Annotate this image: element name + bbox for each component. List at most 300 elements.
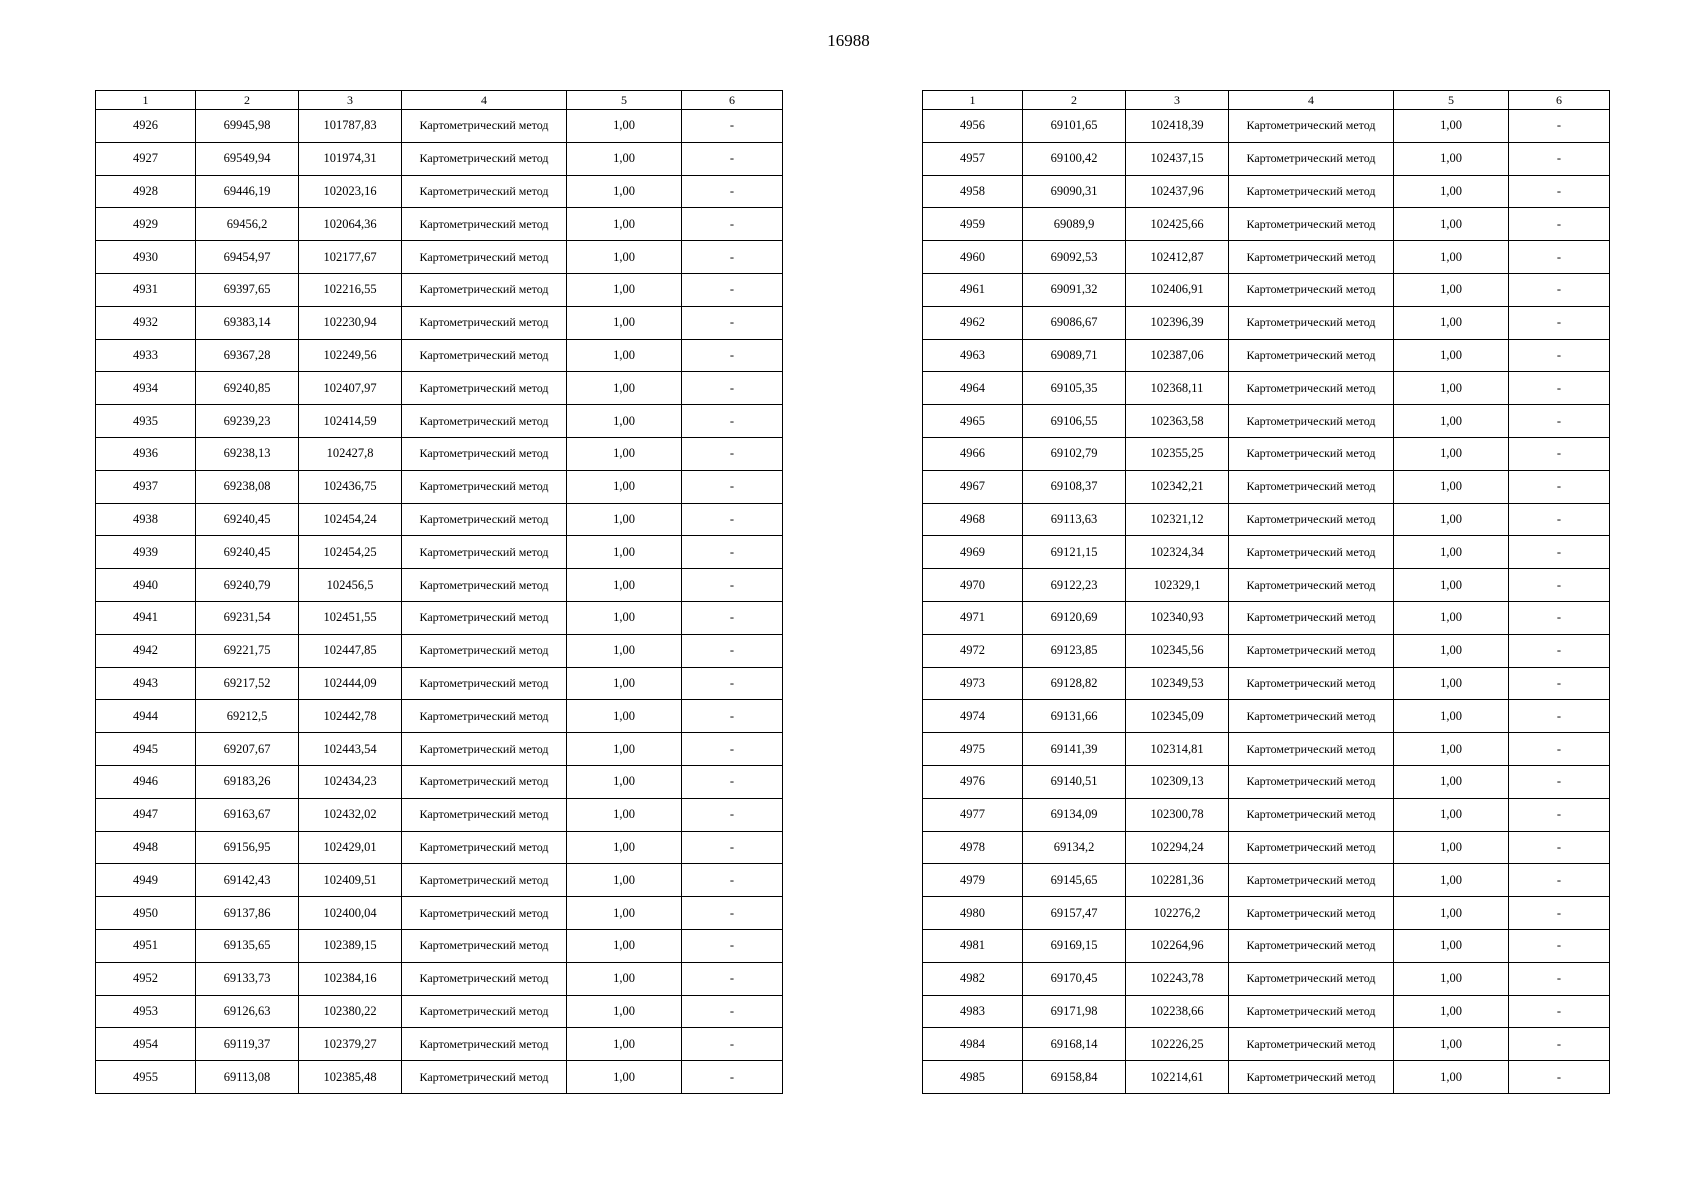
y-coordinate-cell: 102380,22: [299, 995, 402, 1028]
table-row: [96, 142, 783, 175]
point-number-cell: 4951: [96, 929, 196, 962]
point-number-cell: 4959: [923, 208, 1023, 241]
description-cell: -: [682, 208, 783, 241]
description-cell: -: [682, 110, 783, 143]
y-coordinate-cell: 102425,66: [1126, 208, 1229, 241]
accuracy-cell: 1,00: [1394, 765, 1509, 798]
x-coordinate-cell: 69092,53: [1023, 241, 1126, 274]
method-cell: Картометрический метод: [402, 1028, 567, 1061]
accuracy-cell: 1,00: [1394, 241, 1509, 274]
method-cell: Картометрический метод: [1229, 569, 1394, 602]
page-number: 16988: [827, 31, 870, 50]
point-number-cell: 4984: [923, 1028, 1023, 1061]
table-row: [96, 175, 783, 208]
point-number-cell: 4949: [96, 864, 196, 897]
table-row: [96, 929, 783, 962]
accuracy-cell: 1,00: [567, 700, 682, 733]
description-cell: -: [682, 1061, 783, 1094]
table-row: [96, 208, 783, 241]
accuracy-cell: 1,00: [567, 306, 682, 339]
description-cell: -: [682, 995, 783, 1028]
y-coordinate-cell: 102314,81: [1126, 733, 1229, 766]
description-cell: -: [1509, 241, 1610, 274]
x-coordinate-cell: 69397,65: [196, 273, 299, 306]
table-row: [923, 864, 1610, 897]
point-number-cell: 4980: [923, 897, 1023, 930]
point-number-cell: 4944: [96, 700, 196, 733]
table-row: [923, 273, 1610, 306]
y-coordinate-cell: 102226,25: [1126, 1028, 1229, 1061]
x-coordinate-cell: 69086,67: [1023, 306, 1126, 339]
x-coordinate-cell: 69119,37: [196, 1028, 299, 1061]
point-number-cell: 4985: [923, 1061, 1023, 1094]
x-coordinate-cell: 69157,47: [1023, 897, 1126, 930]
accuracy-cell: 1,00: [1394, 733, 1509, 766]
description-cell: -: [1509, 831, 1610, 864]
x-coordinate-cell: 69120,69: [1023, 601, 1126, 634]
y-coordinate-cell: 102342,21: [1126, 470, 1229, 503]
x-coordinate-cell: 69142,43: [196, 864, 299, 897]
method-cell: Картометрический метод: [1229, 1028, 1394, 1061]
method-cell: Картометрический метод: [1229, 306, 1394, 339]
accuracy-cell: 1,00: [1394, 470, 1509, 503]
method-cell: Картометрический метод: [402, 372, 567, 405]
table-row: [96, 634, 783, 667]
method-cell: Картометрический метод: [1229, 1061, 1394, 1094]
point-number-cell: 4975: [923, 733, 1023, 766]
column-header: 4: [402, 91, 567, 110]
table-row: [96, 864, 783, 897]
method-cell: Картометрический метод: [1229, 765, 1394, 798]
table-row: [923, 634, 1610, 667]
method-cell: Картометрический метод: [1229, 536, 1394, 569]
x-coordinate-cell: 69240,45: [196, 536, 299, 569]
accuracy-cell: 1,00: [1394, 110, 1509, 143]
table-row: [923, 241, 1610, 274]
table-row: [923, 765, 1610, 798]
table-row: [923, 175, 1610, 208]
description-cell: -: [682, 601, 783, 634]
y-coordinate-cell: 102456,5: [299, 569, 402, 602]
description-cell: -: [682, 405, 783, 438]
description-cell: -: [682, 831, 783, 864]
point-number-cell: 4953: [96, 995, 196, 1028]
x-coordinate-cell: 69945,98: [196, 110, 299, 143]
point-number-cell: 4937: [96, 470, 196, 503]
x-coordinate-cell: 69128,82: [1023, 667, 1126, 700]
description-cell: -: [682, 700, 783, 733]
table-row: [96, 601, 783, 634]
method-cell: Картометрический метод: [1229, 503, 1394, 536]
description-cell: -: [682, 536, 783, 569]
description-cell: -: [682, 929, 783, 962]
method-cell: Картометрический метод: [1229, 962, 1394, 995]
accuracy-cell: 1,00: [567, 765, 682, 798]
method-cell: Картометрический метод: [402, 798, 567, 831]
table-row: [96, 372, 783, 405]
description-cell: -: [682, 437, 783, 470]
x-coordinate-cell: 69446,19: [196, 175, 299, 208]
method-cell: Картометрический метод: [402, 634, 567, 667]
table-row: [96, 110, 783, 143]
description-cell: -: [682, 241, 783, 274]
table-row: [96, 831, 783, 864]
description-cell: -: [682, 634, 783, 667]
y-coordinate-cell: 102368,11: [1126, 372, 1229, 405]
x-coordinate-cell: 69158,84: [1023, 1061, 1126, 1094]
accuracy-cell: 1,00: [567, 995, 682, 1028]
accuracy-cell: 1,00: [1394, 864, 1509, 897]
description-cell: -: [682, 372, 783, 405]
column-header: 3: [299, 91, 402, 110]
table-row: [96, 798, 783, 831]
point-number-cell: 4970: [923, 569, 1023, 602]
point-number-cell: 4962: [923, 306, 1023, 339]
table-row: [923, 306, 1610, 339]
point-number-cell: 4973: [923, 667, 1023, 700]
y-coordinate-cell: 102406,91: [1126, 273, 1229, 306]
y-coordinate-cell: 102454,24: [299, 503, 402, 536]
method-cell: Картометрический метод: [402, 306, 567, 339]
column-header: 2: [196, 91, 299, 110]
y-coordinate-cell: 102243,78: [1126, 962, 1229, 995]
table-row: [923, 536, 1610, 569]
accuracy-cell: 1,00: [1394, 995, 1509, 1028]
accuracy-cell: 1,00: [567, 634, 682, 667]
table-row: [923, 437, 1610, 470]
y-coordinate-cell: 102427,8: [299, 437, 402, 470]
point-number-cell: 4978: [923, 831, 1023, 864]
description-cell: -: [1509, 372, 1610, 405]
table-row: [96, 765, 783, 798]
y-coordinate-cell: 102349,53: [1126, 667, 1229, 700]
x-coordinate-cell: 69212,5: [196, 700, 299, 733]
description-cell: -: [682, 897, 783, 930]
accuracy-cell: 1,00: [1394, 601, 1509, 634]
accuracy-cell: 1,00: [567, 372, 682, 405]
table-row: [96, 733, 783, 766]
table-row: [923, 470, 1610, 503]
description-cell: -: [1509, 208, 1610, 241]
point-number-cell: 4931: [96, 273, 196, 306]
x-coordinate-cell: 69102,79: [1023, 437, 1126, 470]
method-cell: Картометрический метод: [402, 175, 567, 208]
accuracy-cell: 1,00: [567, 601, 682, 634]
method-cell: Картометрический метод: [1229, 897, 1394, 930]
y-coordinate-cell: 102409,51: [299, 864, 402, 897]
point-number-cell: 4961: [923, 273, 1023, 306]
y-coordinate-cell: 102437,96: [1126, 175, 1229, 208]
description-cell: -: [1509, 306, 1610, 339]
table-row: [923, 1061, 1610, 1094]
y-coordinate-cell: 102400,04: [299, 897, 402, 930]
y-coordinate-cell: 102177,67: [299, 241, 402, 274]
x-coordinate-cell: 69238,13: [196, 437, 299, 470]
method-cell: Картометрический метод: [402, 503, 567, 536]
y-coordinate-cell: 102321,12: [1126, 503, 1229, 536]
x-coordinate-cell: 69140,51: [1023, 765, 1126, 798]
table-row: [96, 536, 783, 569]
description-cell: -: [1509, 536, 1610, 569]
accuracy-cell: 1,00: [1394, 1028, 1509, 1061]
point-number-cell: 4933: [96, 339, 196, 372]
table-row: [96, 569, 783, 602]
accuracy-cell: 1,00: [567, 273, 682, 306]
description-cell: -: [682, 503, 783, 536]
x-coordinate-cell: 69221,75: [196, 634, 299, 667]
y-coordinate-cell: 102447,85: [299, 634, 402, 667]
accuracy-cell: 1,00: [1394, 372, 1509, 405]
x-coordinate-cell: 69156,95: [196, 831, 299, 864]
table-row: [923, 995, 1610, 1028]
point-number-cell: 4952: [96, 962, 196, 995]
y-coordinate-cell: 102300,78: [1126, 798, 1229, 831]
point-number-cell: 4948: [96, 831, 196, 864]
y-coordinate-cell: 102276,2: [1126, 897, 1229, 930]
x-coordinate-cell: 69141,39: [1023, 733, 1126, 766]
y-coordinate-cell: 102412,87: [1126, 241, 1229, 274]
point-number-cell: 4971: [923, 601, 1023, 634]
x-coordinate-cell: 69383,14: [196, 306, 299, 339]
y-coordinate-cell: 102444,09: [299, 667, 402, 700]
method-cell: Картометрический метод: [1229, 405, 1394, 438]
column-header: 1: [923, 91, 1023, 110]
method-cell: Картометрический метод: [1229, 733, 1394, 766]
table-row: [96, 470, 783, 503]
description-cell: -: [682, 273, 783, 306]
method-cell: Картометрический метод: [402, 831, 567, 864]
accuracy-cell: 1,00: [1394, 273, 1509, 306]
method-cell: Картометрический метод: [1229, 798, 1394, 831]
description-cell: -: [682, 667, 783, 700]
x-coordinate-cell: 69100,42: [1023, 142, 1126, 175]
accuracy-cell: 1,00: [1394, 339, 1509, 372]
y-coordinate-cell: 102432,02: [299, 798, 402, 831]
accuracy-cell: 1,00: [567, 831, 682, 864]
method-cell: Картометрический метод: [402, 208, 567, 241]
x-coordinate-cell: 69239,23: [196, 405, 299, 438]
table-row: [96, 995, 783, 1028]
x-coordinate-cell: 69089,71: [1023, 339, 1126, 372]
y-coordinate-cell: 102434,23: [299, 765, 402, 798]
method-cell: Картометрический метод: [402, 962, 567, 995]
accuracy-cell: 1,00: [1394, 897, 1509, 930]
description-cell: -: [682, 306, 783, 339]
point-number-cell: 4927: [96, 142, 196, 175]
table-row: [96, 306, 783, 339]
x-coordinate-cell: 69367,28: [196, 339, 299, 372]
y-coordinate-cell: 102414,59: [299, 405, 402, 438]
x-coordinate-cell: 69122,23: [1023, 569, 1126, 602]
y-coordinate-cell: 102238,66: [1126, 995, 1229, 1028]
point-number-cell: 4974: [923, 700, 1023, 733]
table-row: [96, 405, 783, 438]
description-cell: -: [1509, 667, 1610, 700]
coordinates-table-right: [922, 90, 1610, 1094]
table-row: [923, 929, 1610, 962]
y-coordinate-cell: 102294,24: [1126, 831, 1229, 864]
point-number-cell: 4945: [96, 733, 196, 766]
accuracy-cell: 1,00: [1394, 405, 1509, 438]
x-coordinate-cell: 69113,63: [1023, 503, 1126, 536]
method-cell: Картометрический метод: [402, 273, 567, 306]
y-coordinate-cell: 102264,96: [1126, 929, 1229, 962]
table-row: [96, 241, 783, 274]
y-coordinate-cell: 102355,25: [1126, 437, 1229, 470]
description-cell: -: [1509, 339, 1610, 372]
x-coordinate-cell: 69549,94: [196, 142, 299, 175]
method-cell: Картометрический метод: [402, 405, 567, 438]
method-cell: Картометрический метод: [402, 142, 567, 175]
accuracy-cell: 1,00: [1394, 929, 1509, 962]
accuracy-cell: 1,00: [567, 110, 682, 143]
method-cell: Картометрический метод: [402, 110, 567, 143]
accuracy-cell: 1,00: [1394, 175, 1509, 208]
table-row: [96, 897, 783, 930]
table-row: [923, 1028, 1610, 1061]
y-coordinate-cell: 102418,39: [1126, 110, 1229, 143]
x-coordinate-cell: 69169,15: [1023, 929, 1126, 962]
description-cell: -: [1509, 1028, 1610, 1061]
accuracy-cell: 1,00: [1394, 667, 1509, 700]
method-cell: Картометрический метод: [1229, 667, 1394, 700]
description-cell: -: [1509, 962, 1610, 995]
table-row: [96, 339, 783, 372]
accuracy-cell: 1,00: [567, 798, 682, 831]
point-number-cell: 4960: [923, 241, 1023, 274]
method-cell: Картометрический метод: [402, 995, 567, 1028]
y-coordinate-cell: 102407,97: [299, 372, 402, 405]
y-coordinate-cell: 102023,16: [299, 175, 402, 208]
point-number-cell: 4934: [96, 372, 196, 405]
table-body: [923, 110, 1610, 1094]
description-cell: -: [1509, 765, 1610, 798]
method-cell: Картометрический метод: [402, 569, 567, 602]
description-cell: -: [1509, 929, 1610, 962]
description-cell: -: [1509, 995, 1610, 1028]
description-cell: -: [1509, 175, 1610, 208]
description-cell: -: [1509, 601, 1610, 634]
y-coordinate-cell: 102437,15: [1126, 142, 1229, 175]
method-cell: Картометрический метод: [1229, 339, 1394, 372]
y-coordinate-cell: 102429,01: [299, 831, 402, 864]
method-cell: Картометрический метод: [402, 864, 567, 897]
accuracy-cell: 1,00: [1394, 569, 1509, 602]
accuracy-cell: 1,00: [1394, 634, 1509, 667]
y-coordinate-cell: 102230,94: [299, 306, 402, 339]
point-number-cell: 4967: [923, 470, 1023, 503]
method-cell: Картометрический метод: [402, 700, 567, 733]
point-number-cell: 4981: [923, 929, 1023, 962]
method-cell: Картометрический метод: [1229, 437, 1394, 470]
accuracy-cell: 1,00: [567, 897, 682, 930]
description-cell: -: [682, 733, 783, 766]
point-number-cell: 4940: [96, 569, 196, 602]
accuracy-cell: 1,00: [1394, 142, 1509, 175]
point-number-cell: 4982: [923, 962, 1023, 995]
x-coordinate-cell: 69108,37: [1023, 470, 1126, 503]
method-cell: Картометрический метод: [1229, 470, 1394, 503]
accuracy-cell: 1,00: [567, 142, 682, 175]
table-row: [923, 831, 1610, 864]
point-number-cell: 4966: [923, 437, 1023, 470]
accuracy-cell: 1,00: [567, 503, 682, 536]
y-coordinate-cell: 102363,58: [1126, 405, 1229, 438]
accuracy-cell: 1,00: [1394, 306, 1509, 339]
method-cell: Картометрический метод: [402, 470, 567, 503]
x-coordinate-cell: 69217,52: [196, 667, 299, 700]
description-cell: -: [1509, 798, 1610, 831]
method-cell: Картометрический метод: [1229, 208, 1394, 241]
point-number-cell: 4932: [96, 306, 196, 339]
method-cell: Картометрический метод: [1229, 110, 1394, 143]
accuracy-cell: 1,00: [567, 864, 682, 897]
description-cell: -: [1509, 437, 1610, 470]
y-coordinate-cell: 102324,34: [1126, 536, 1229, 569]
column-header: 6: [682, 91, 783, 110]
point-number-cell: 4963: [923, 339, 1023, 372]
x-coordinate-cell: 69121,15: [1023, 536, 1126, 569]
accuracy-cell: 1,00: [567, 569, 682, 602]
accuracy-cell: 1,00: [567, 962, 682, 995]
method-cell: Картометрический метод: [402, 536, 567, 569]
accuracy-cell: 1,00: [567, 1061, 682, 1094]
method-cell: Картометрический метод: [402, 897, 567, 930]
table-row: [923, 142, 1610, 175]
method-cell: Картометрический метод: [1229, 700, 1394, 733]
y-coordinate-cell: 102329,1: [1126, 569, 1229, 602]
y-coordinate-cell: 102389,15: [299, 929, 402, 962]
description-cell: -: [1509, 273, 1610, 306]
y-coordinate-cell: 102309,13: [1126, 765, 1229, 798]
y-coordinate-cell: 102064,36: [299, 208, 402, 241]
y-coordinate-cell: 102443,54: [299, 733, 402, 766]
method-cell: Картометрический метод: [1229, 995, 1394, 1028]
accuracy-cell: 1,00: [1394, 536, 1509, 569]
point-number-cell: 4938: [96, 503, 196, 536]
table-row: [923, 569, 1610, 602]
table-row: [923, 700, 1610, 733]
x-coordinate-cell: 69454,97: [196, 241, 299, 274]
table-row: [96, 1028, 783, 1061]
table-row: [96, 667, 783, 700]
column-header: 3: [1126, 91, 1229, 110]
table-row: [923, 897, 1610, 930]
point-number-cell: 4957: [923, 142, 1023, 175]
y-coordinate-cell: 102451,55: [299, 601, 402, 634]
accuracy-cell: 1,00: [567, 175, 682, 208]
x-coordinate-cell: 69137,86: [196, 897, 299, 930]
point-number-cell: 4968: [923, 503, 1023, 536]
description-cell: -: [682, 765, 783, 798]
accuracy-cell: 1,00: [567, 929, 682, 962]
table-row: [923, 962, 1610, 995]
x-coordinate-cell: 69091,32: [1023, 273, 1126, 306]
y-coordinate-cell: 102281,36: [1126, 864, 1229, 897]
accuracy-cell: 1,00: [567, 405, 682, 438]
accuracy-cell: 1,00: [1394, 437, 1509, 470]
accuracy-cell: 1,00: [567, 536, 682, 569]
method-cell: Картометрический метод: [402, 339, 567, 372]
y-coordinate-cell: 102249,56: [299, 339, 402, 372]
point-number-cell: 4943: [96, 667, 196, 700]
description-cell: -: [1509, 142, 1610, 175]
point-number-cell: 4956: [923, 110, 1023, 143]
method-cell: Картометрический метод: [1229, 634, 1394, 667]
y-coordinate-cell: 102385,48: [299, 1061, 402, 1094]
point-number-cell: 4926: [96, 110, 196, 143]
table-row: [96, 437, 783, 470]
